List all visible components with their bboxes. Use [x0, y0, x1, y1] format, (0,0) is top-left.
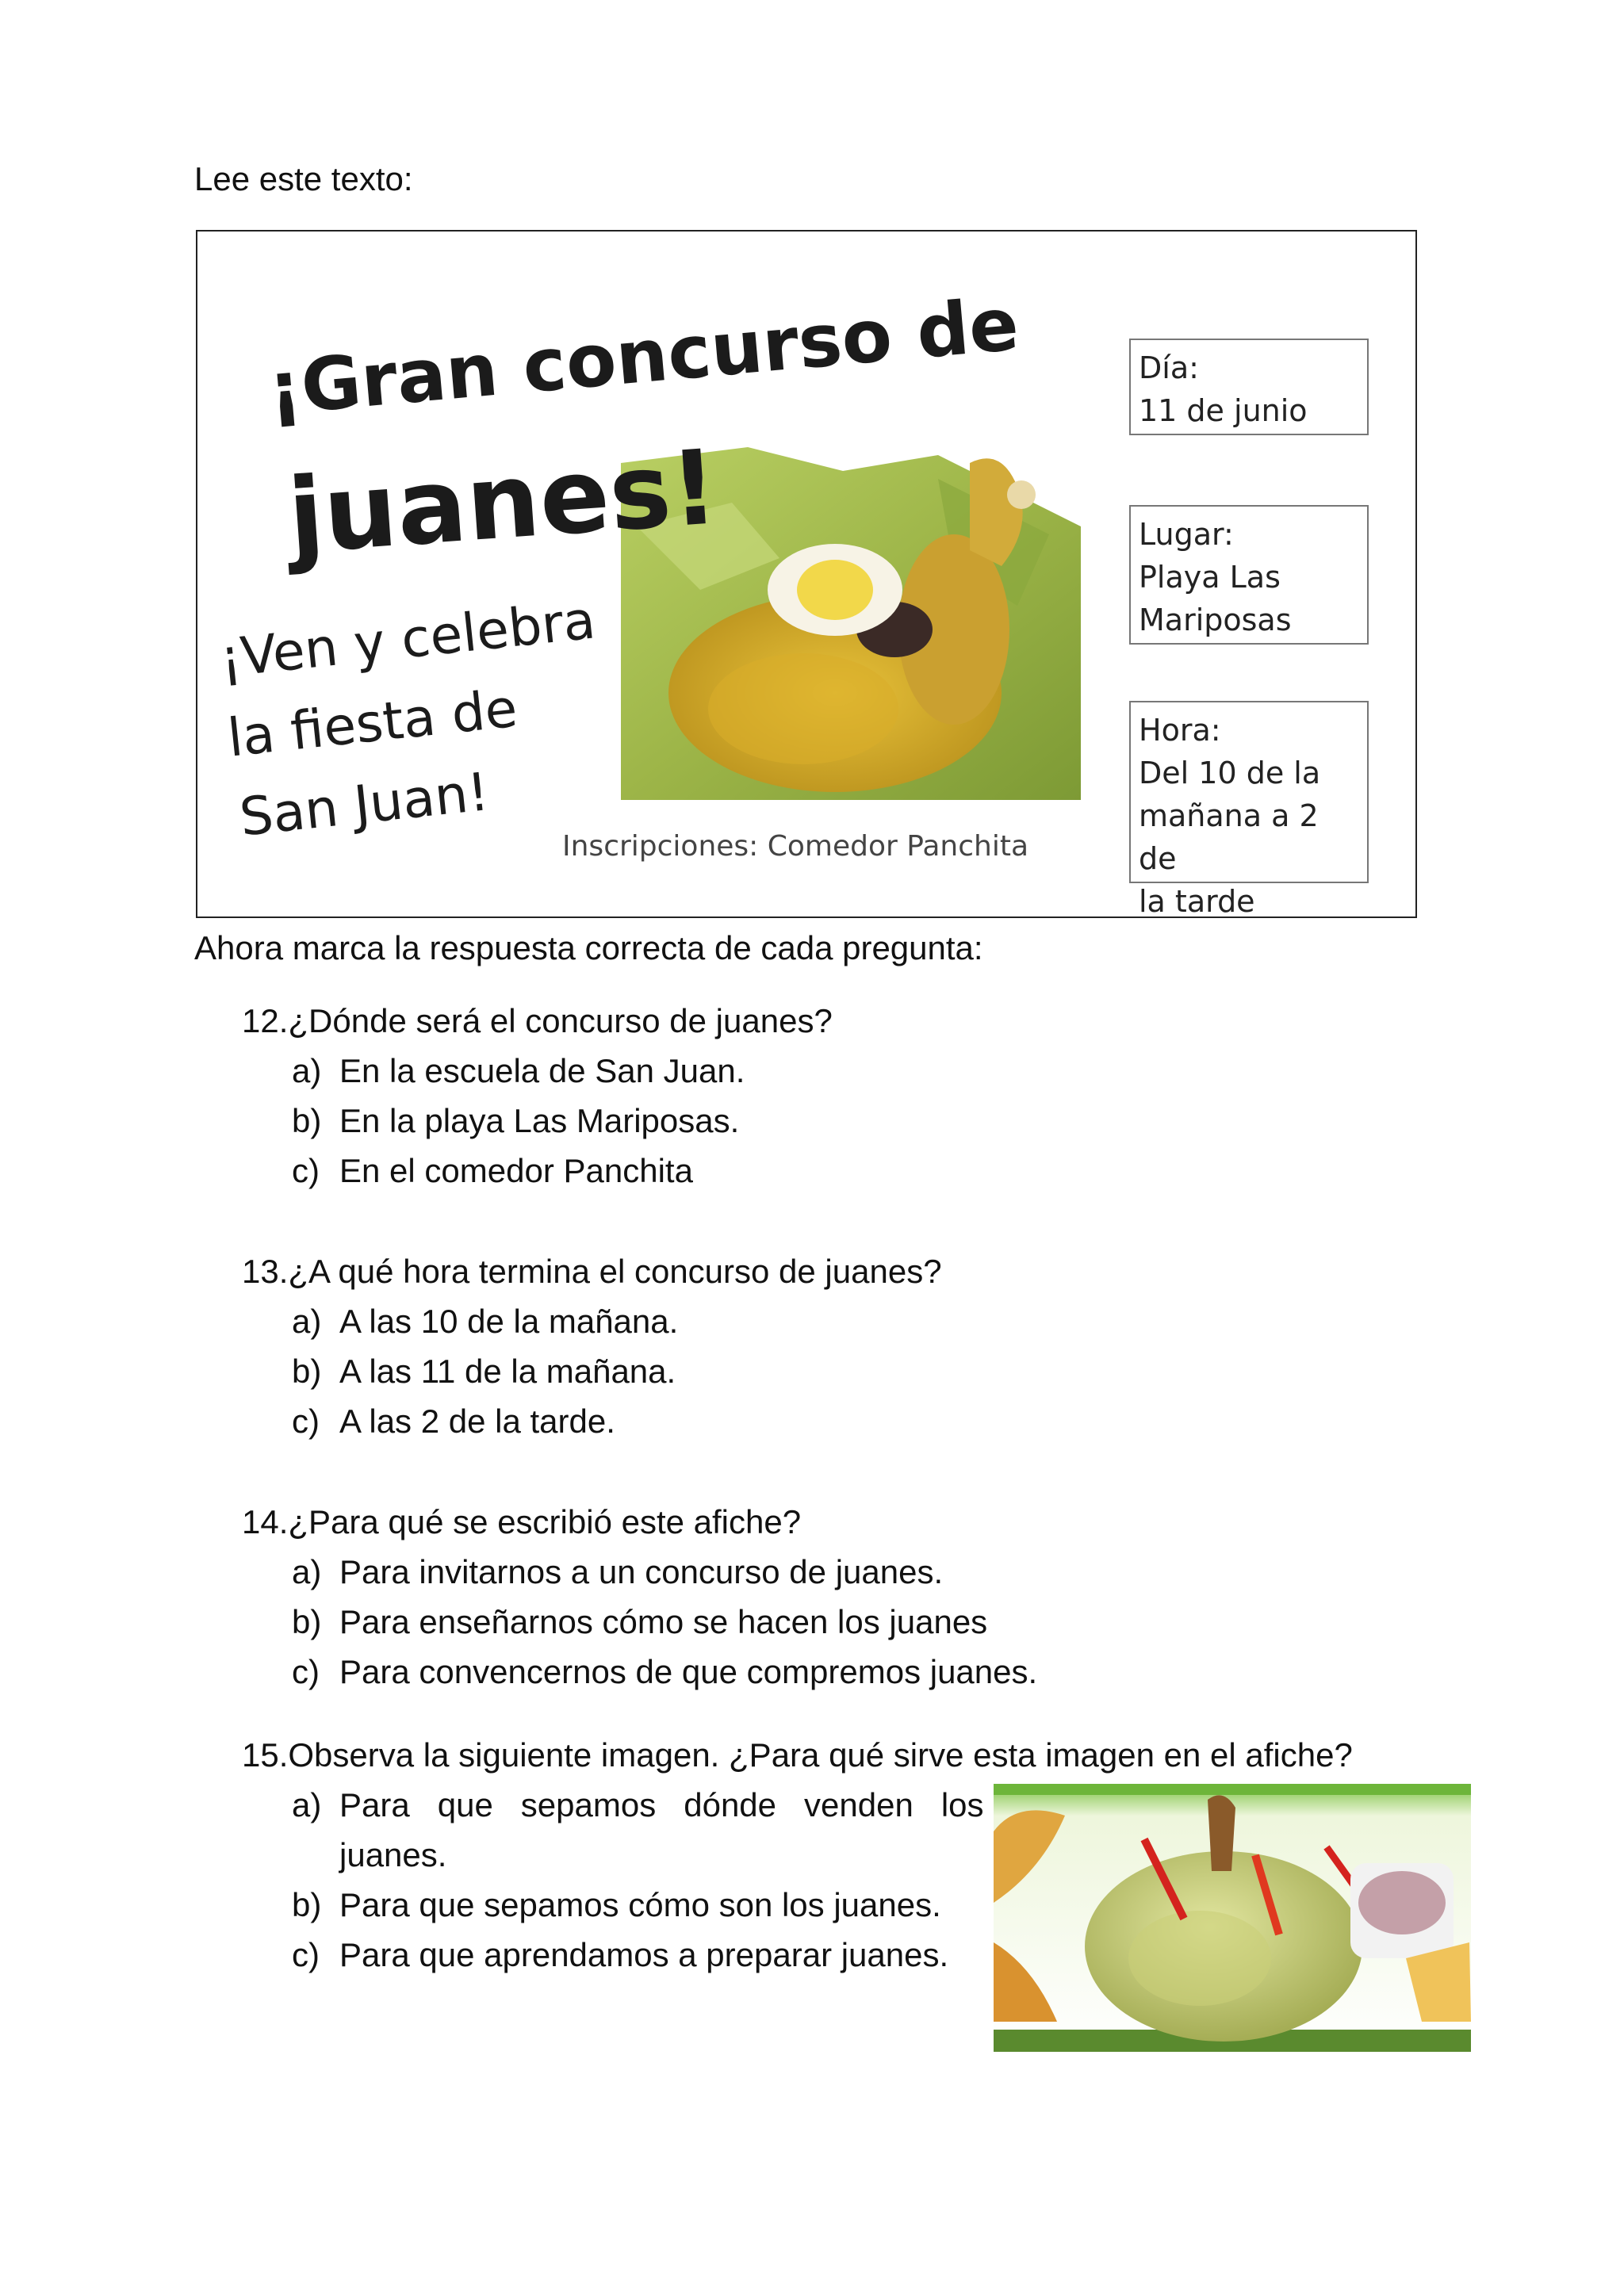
- q14-option-a[interactable]: a) Para invitarnos a un concurso de juanes.: [292, 1553, 944, 1590]
- q13-option-a[interactable]: a) A las 10 de la mañana.: [292, 1303, 679, 1340]
- info-box-place: [1129, 505, 1369, 645]
- poster-title-line1: ¡Gran concurso de: [264, 281, 1022, 432]
- q12-option-b[interactable]: b) En la playa Las Mariposas.: [292, 1102, 740, 1139]
- poster-subtitle-line3: San Juan!: [236, 761, 492, 848]
- q15-option-c[interactable]: c) Para que aprendamos a preparar juanes.: [292, 1936, 949, 1973]
- time-line1: Del 10 de la: [1139, 756, 1321, 790]
- place-label: Lugar:: [1139, 517, 1234, 552]
- q13-option-b[interactable]: b) A las 11 de la mañana.: [292, 1353, 676, 1390]
- juane-plate-photo: [994, 1784, 1471, 2052]
- q14-option-c[interactable]: c) Para convencernos de que compremos juanes.: [292, 1653, 1038, 1690]
- q13-option-c[interactable]: c) A las 2 de la tarde.: [292, 1402, 615, 1440]
- time-line2: mañana a 2 de: [1139, 798, 1319, 876]
- q14-option-b[interactable]: b) Para enseñarnos cómo se hacen los juanes: [292, 1603, 988, 1640]
- poster-subtitle-line2: la fiesta de: [224, 677, 520, 769]
- q15-option-b[interactable]: b) Para que sepamos cómo son los juanes.: [292, 1886, 941, 1923]
- poster-subtitle-line1: ¡Ven y celebra: [216, 589, 599, 690]
- poster-title-line2: juanes!: [284, 427, 722, 577]
- question-15: 15.Observa la siguiente imagen. ¿Para qué sirve esta imagen en el afiche?: [242, 1736, 1353, 1774]
- day-value: 11 de junio: [1139, 393, 1308, 428]
- instruction-text: Ahora marca la respuesta correcta de cada pregunta:: [194, 929, 983, 966]
- q15-option-a[interactable]: a) Para que sepamos dónde venden los: [292, 1786, 984, 1823]
- q12-option-c[interactable]: c) En el comedor Panchita: [292, 1152, 693, 1189]
- intro-text: Lee este texto:: [194, 160, 413, 197]
- info-box-day: [1129, 339, 1369, 435]
- question-12: 12.¿Dónde será el concurso de juanes?: [242, 1002, 833, 1039]
- time-line3: la tarde: [1139, 884, 1255, 918]
- place-line2: Mariposas: [1139, 603, 1292, 637]
- question-14: 14.¿Para qué se escribió este afiche?: [242, 1503, 802, 1540]
- info-box-time: [1129, 701, 1369, 918]
- q12-option-a[interactable]: a) En la escuela de San Juan.: [292, 1052, 745, 1089]
- place-line1: Playa Las: [1139, 560, 1281, 595]
- poster-registration: Inscripciones: Comedor Panchita: [562, 830, 1029, 863]
- poster: [196, 230, 1417, 918]
- time-label: Hora:: [1139, 713, 1221, 748]
- q15-option-a-continued: juanes.: [339, 1836, 447, 1873]
- day-label: Día:: [1139, 350, 1199, 385]
- question-13: 13.¿A qué hora termina el concurso de juanes?: [242, 1253, 942, 1290]
